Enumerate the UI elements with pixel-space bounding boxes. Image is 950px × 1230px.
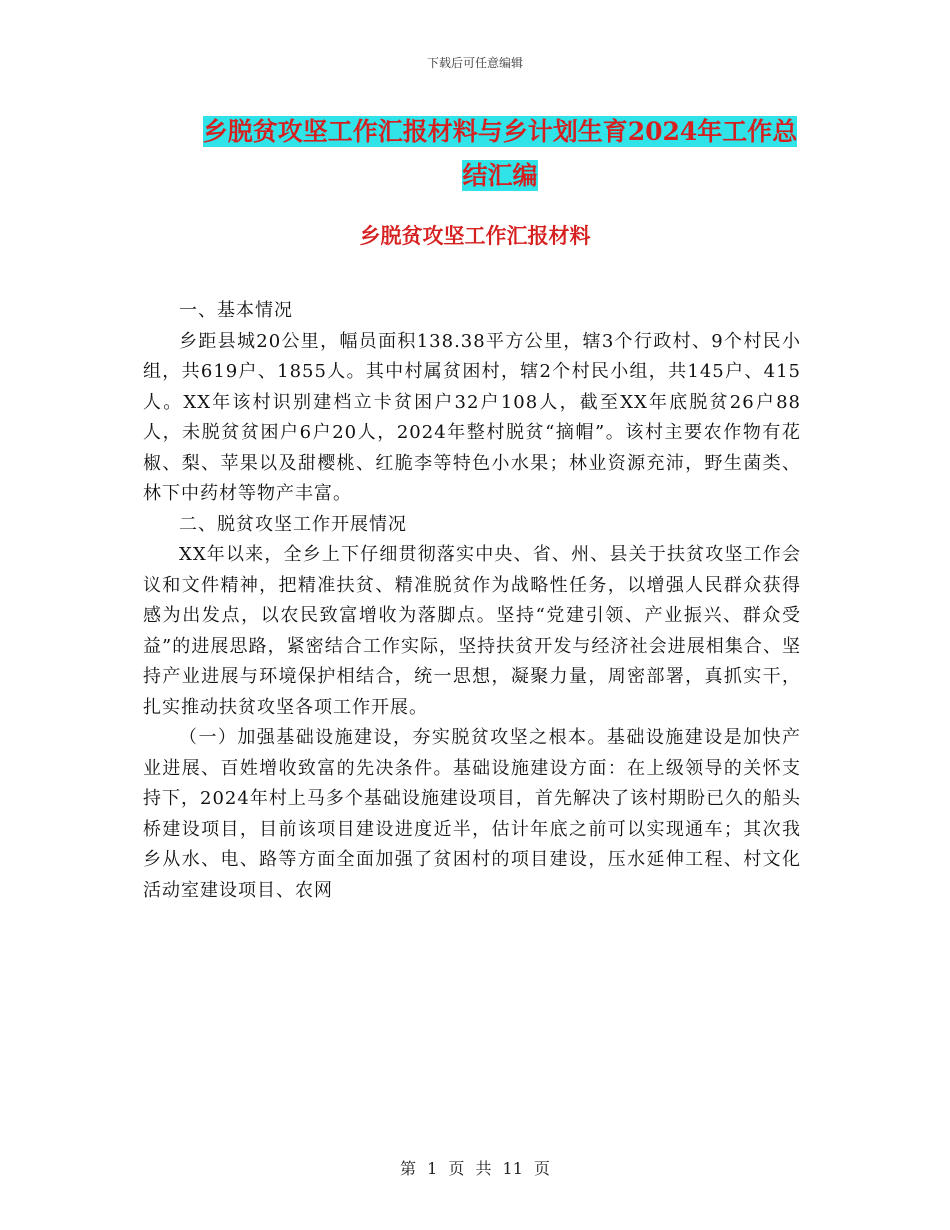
heading-basic-situation: 一、基本情况 bbox=[179, 300, 293, 321]
section-title: 乡脱贫攻坚工作汇报材料 bbox=[359, 223, 591, 248]
paragraph: XX年以来，全乡上下仔细贯彻落实中央、省、州、县关于扶贫攻坚工作会议和文件精神，把精准扶贫、精准脱贫作为战略性任务，以增强人民群众获得感为出发点，以农民致富增收为落脚点。坚持“党建引领、产业振兴、群众受益”的进展思路，紧密结合工作实际，坚持扶贫开发与经济社会进展相集合、坚持产业进展与环境保护相结合，统一思想，凝聚力量，周密部署，真抓实干，扎实推动扶贫攻坚各项工作开展。 bbox=[143, 544, 801, 718]
document-title-line-1: 乡脱贫攻坚工作汇报材料与乡计划生育2024年工作总 bbox=[202, 117, 798, 146]
paragraph: 乡距县城20公里，幅员面积138.38平方公里，辖3个行政村、9个村民小组，共619户、1855人。其中村属贫困村，辖2个村民小组，共145户、415人。XX年该村识别建档立卡贫困户32户108人，截至XX年底脱贫26户88人，未脱贫贫困户6户20人，2024年整村脱贫“摘帽”。该村主要农作物有花椒、梨、苹果以及甜樱桃、红脆李等特色小水果；林业资源充沛，野生菌类、林下中药材等物产丰富。 bbox=[143, 330, 801, 504]
document-body bbox=[143, 296, 801, 906]
document-title bbox=[150, 110, 850, 198]
heading-work-progress: 二、脱贫攻坚工作开展情况 bbox=[179, 513, 407, 535]
header-note: 下载后可任意编辑 bbox=[426, 56, 523, 70]
page-number: 第 1 页 共 11 页 bbox=[400, 1159, 550, 1178]
paragraph: （一）加强基础设施建设，夯实脱贫攻坚之根本。基础设施建设是加快产业进展、百姓增收致富的先决条件。基础设施建设方面：在上级领导的关怀支持下，2024年村上马多个基础设施建设项目，首先解决了该村期盼已久的船头桥建设项目，目前该项目建设进度近半，估计年底之前可以实现通车；其次我乡从水、电、路等方面全面加强了贫困村的项目建设，压水延伸工程、村文化活动室建设项目、农网 bbox=[143, 727, 801, 901]
document-title-line-2: 结汇编 bbox=[462, 161, 538, 190]
